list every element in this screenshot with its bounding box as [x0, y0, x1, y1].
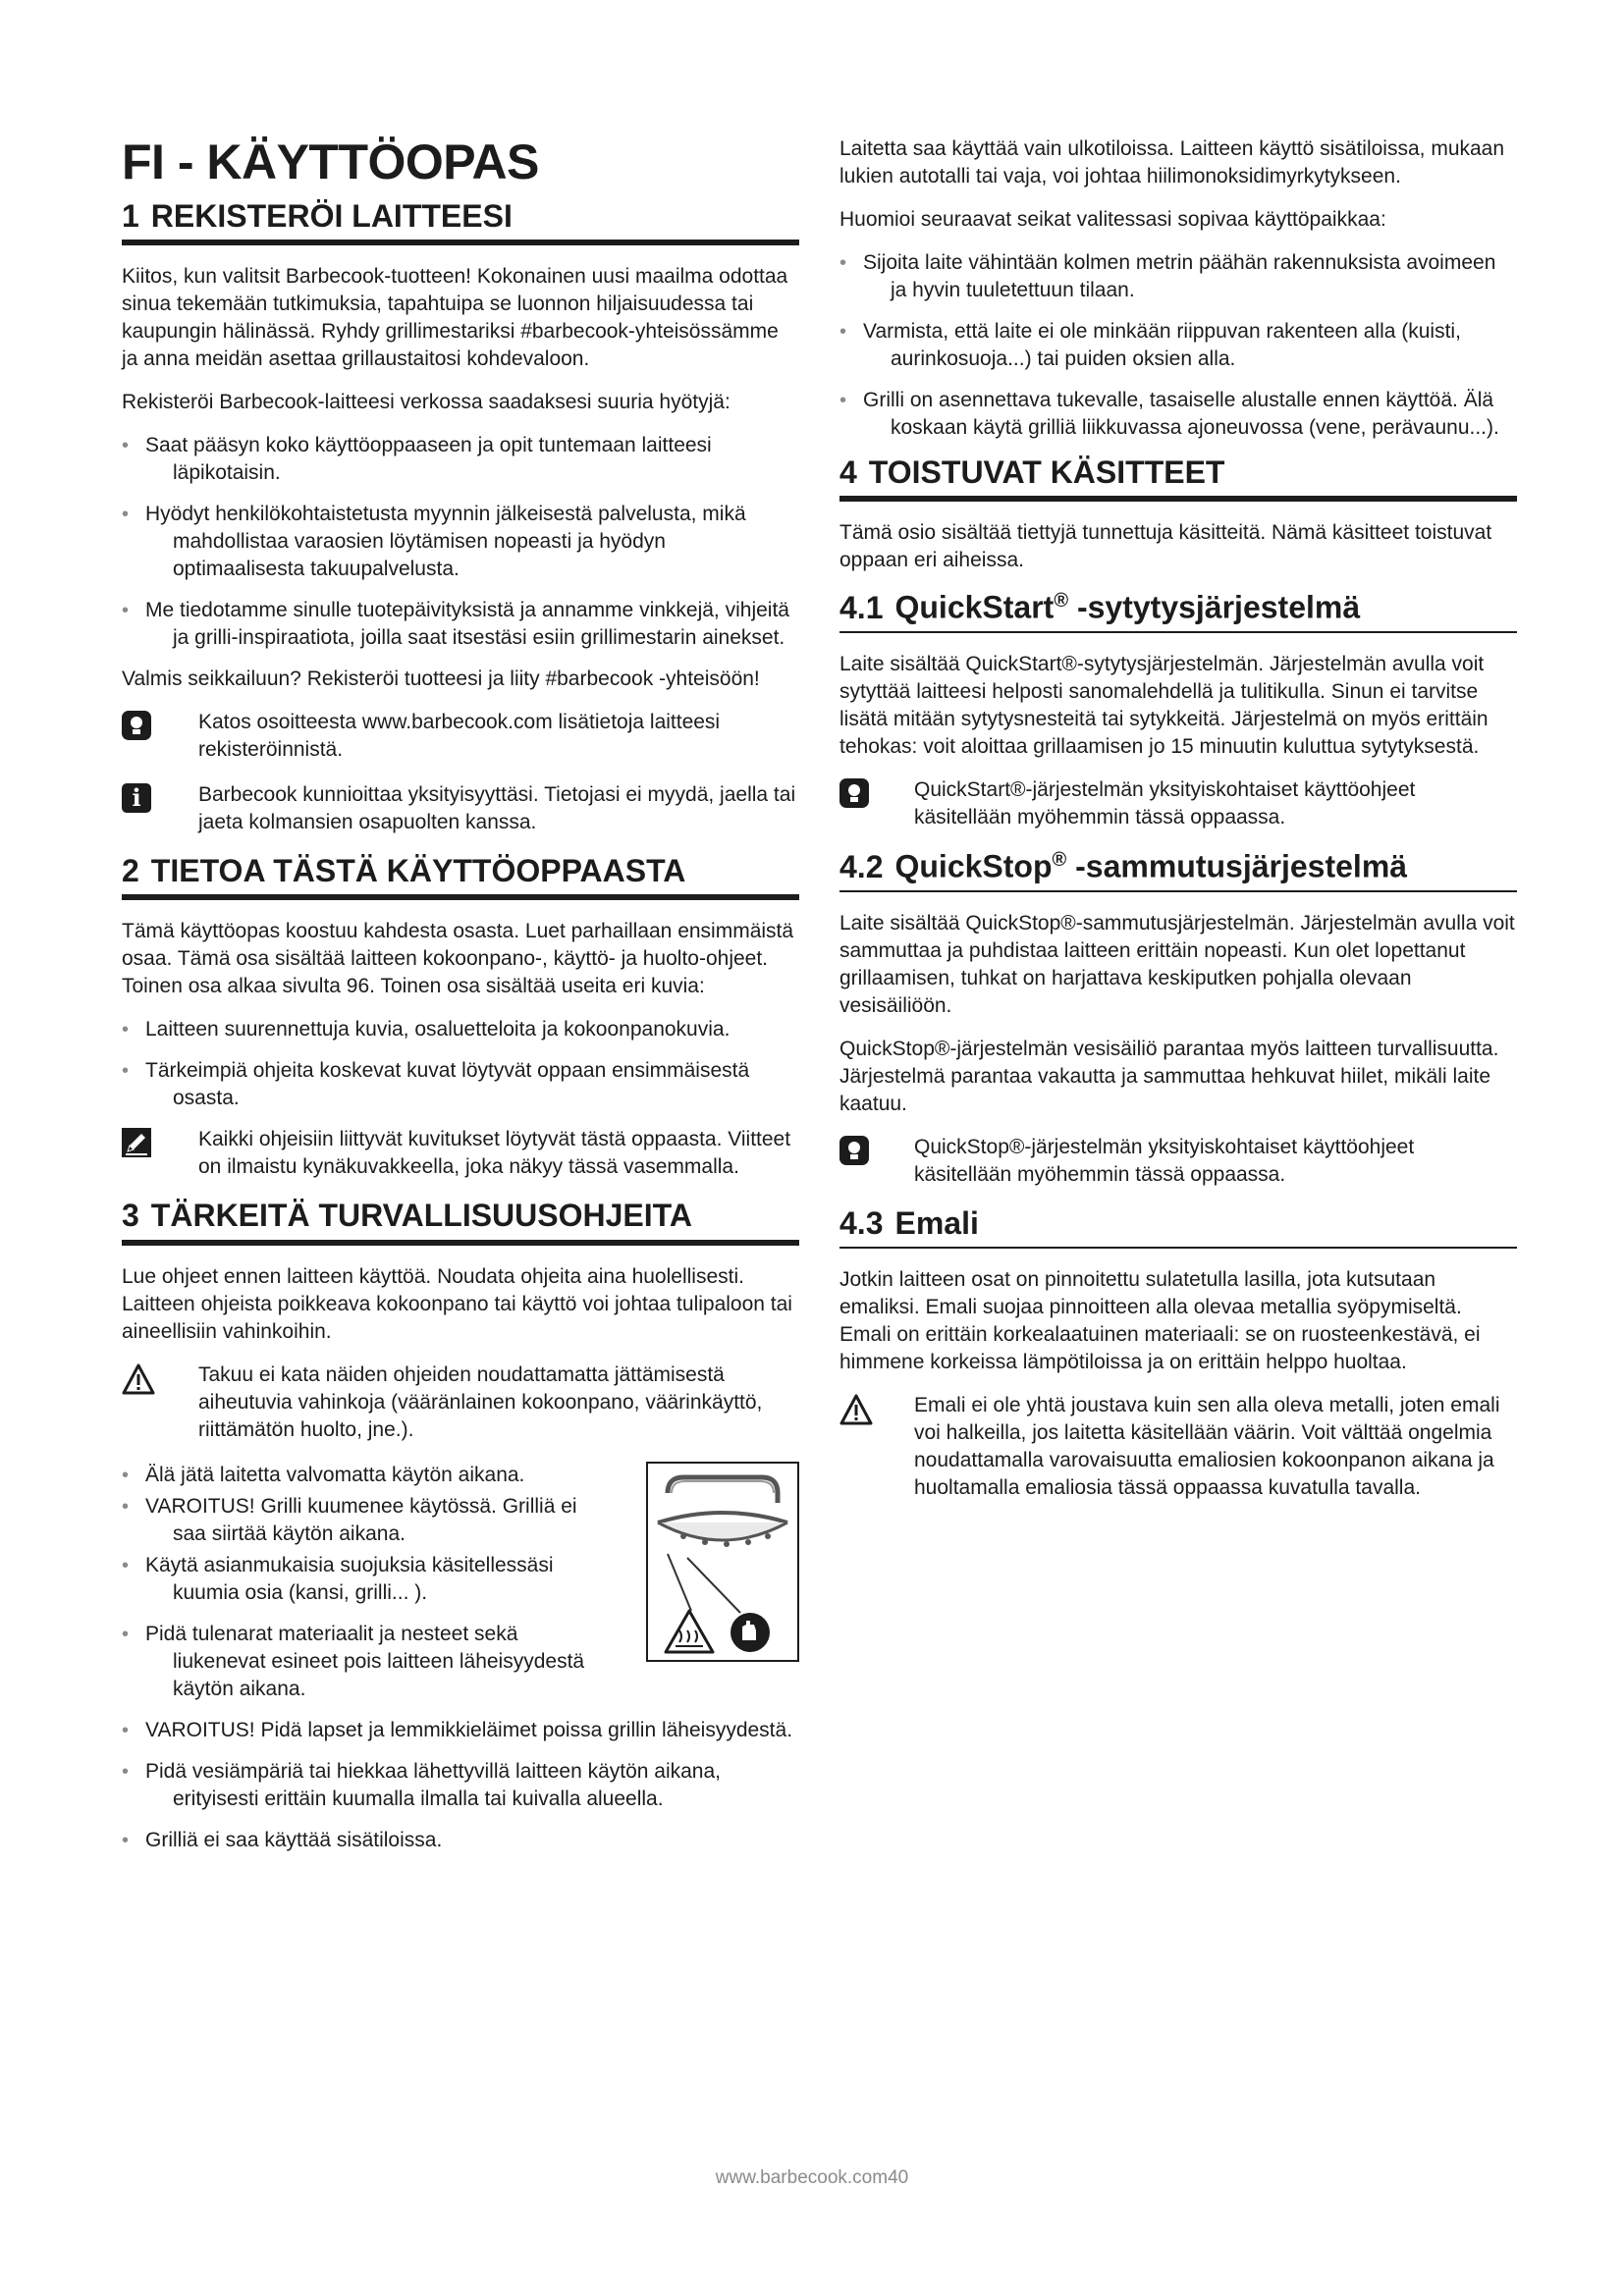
bullet-list	[122, 1717, 799, 1854]
list-item: • Laitteen suurennettuja kuvia, osaluetteloita ja kokoonpanokuvia.	[122, 1016, 799, 1043]
section-4-2-heading	[839, 849, 1517, 892]
section-title: TIETOA TÄSTÄ KÄYTTÖOPPAASTA	[150, 853, 686, 889]
bullet-list	[122, 432, 799, 652]
list-item: • Älä jätä laitetta valvomatta käytön aikana.	[122, 1462, 603, 1489]
paragraph: Laitetta saa käyttää vain ulkotiloissa. Laitteen käyttö sisätiloissa, mukaan lukien autotalli tai vaja, voi johtaa hiilimonoksidimyrkytykseen.	[839, 137, 1505, 187]
section-title-suffix: -sammutusjärjestelmä	[1066, 848, 1408, 884]
page-footer: www.barbecook.com40	[715, 2167, 909, 2188]
section-title: REKISTERÖI LAITTEESI	[150, 198, 513, 234]
list-item: • Grilliä ei saa käyttää sisätiloissa.	[122, 1827, 799, 1854]
section-4-1-heading	[839, 590, 1517, 633]
section-number: 4.3	[839, 1204, 884, 1241]
registered-mark: ®	[1054, 590, 1069, 613]
list-item: • Varmista, että laite ei ole minkään riippuvan rakenteen alla (kuisti, aurinkosuoja...) tai puiden oksien alla.	[839, 318, 1517, 373]
paragraph: Laite sisältää QuickStop®-sammutusjärjestelmän. Järjestelmän avulla voit sammuttaa ja puhdistaa laitteen erittäin nopeasti. Kun olet lopettanut grillaamisen, tuhkat on harjattava keskiputken pohjalla olevaan vesisäiliöön.	[839, 911, 1515, 1017]
note-text: Emali ei ole yhtä joustava kuin sen alla oleva metalli, joten emali voi halkeilla, jos laitetta käsitellään väärin. Voit välttää ongelmia noudattamalla varovaisuutta emaliosien kokoonpanon aikana ja huoltamalla emaliosia tässä oppaassa kuvatulla tavalla.	[914, 1394, 1500, 1500]
list-item: • Pidä vesiämpäriä tai hiekkaa lähettyvillä laitteen käytön aikana, erityisesti erittäin kuumalla ilmalla tai kuivalla alueella.	[122, 1758, 799, 1813]
pencil-note	[122, 1126, 799, 1181]
warning-icon	[839, 1394, 873, 1427]
section-number: 4.2	[839, 848, 884, 884]
page-title: FI - KÄYTTÖOPAS	[122, 134, 539, 189]
section-title: Emali	[894, 1204, 979, 1241]
warning-note	[839, 1392, 1517, 1502]
paragraph: Lue ohjeet ennen laitteen käyttöä. Noudata ohjeita aina huolellisesti. Laitteen ohjeista poikkeava kokoonpano tai käyttö voi johtaa tulipaloon tai aineellisiin vahinkoihin.	[122, 1264, 792, 1343]
list-item: • VAROITUS! Grilli kuumenee käytössä. Grilliä ei saa siirtää käytön aikana.	[122, 1493, 603, 1548]
left-column	[122, 135, 799, 1868]
info-icon	[122, 783, 155, 817]
tip-note	[839, 776, 1517, 831]
warning-icon	[122, 1363, 155, 1397]
paragraph: Jotkin laitteen osat on pinnoitettu sulatetulla lasilla, jota kutsutaan emaliksi. Emali suojaa pinnoitteen alla olevaa metallia syöpymiseltä. Emali on erittäin korkealaatuinen materiaali: se on ruosteenkestävä, ei himmene korkeissa lämpötiloissa ja on erittäin helppo huoltaa.	[839, 1268, 1481, 1374]
list-item: • Pidä tulenarat materiaalit ja nesteet sekä liukenevat esineet pois laitteen läheisyydestä käytön aikana.	[122, 1621, 603, 1703]
info-glyph: i	[122, 783, 151, 813]
bullet-list	[122, 1016, 799, 1112]
list-item: • Me tiedotamme sinulle tuotepäivityksistä ja annamme vinkkejä, vihjeitä ja grilli-inspiraatiota, joilla saat itsestäsi esiin grillimestarin ainekset.	[122, 597, 799, 652]
list-item: • Grilli on asennettava tukevalle, tasaiselle alustalle ennen käyttöä. Älä koskaan käytä grilliä liikkuvassa ajoneuvossa (vene, perävaunu...).	[839, 387, 1517, 442]
paragraph: Kiitos, kun valitsit Barbecook-tuotteen! Kokonainen uusi maailma odottaa sinua tekemään tutkimuksia, tapahtuipa se luonnon hiljaisuudessa tai kaupungin hälinässä. Ryhdy grillimestariksi #barbecook-yhteisössämme ja anna meidän asettaa grillaustaitosi kohdevaloon.	[122, 265, 788, 371]
hot-surface-figure	[646, 1462, 799, 1662]
section-title: QuickStop	[894, 848, 1053, 884]
section-number: 2	[122, 853, 139, 889]
section-number: 4.1	[839, 589, 884, 625]
right-column	[839, 135, 1517, 1520]
tip-note	[839, 1134, 1517, 1189]
section-3-heading	[122, 1199, 799, 1245]
paragraph: Tämä käyttöopas koostuu kahdesta osasta. Luet parhaillaan ensimmäistä osaa. Tämä osa sisältää laitteen kokoonpano-, käyttö- ja huolto-ohjeet. Toinen osa alkaa sivulta 96. Toinen osa sisältää useita eri kuvia:	[122, 920, 794, 998]
section-title: QuickStart	[894, 589, 1055, 625]
bullet-list	[839, 249, 1517, 442]
note-text: Katos osoitteesta www.barbecook.com lisätietoja laitteesi rekisteröinnistä.	[198, 711, 721, 762]
section-number: 4	[839, 454, 857, 490]
section-2-heading	[122, 854, 799, 900]
info-note	[122, 781, 799, 836]
section-title: TOISTUVAT KÄSITTEET	[868, 454, 1225, 490]
section-title: TÄRKEITÄ TURVALLISUUSOHJEITA	[150, 1198, 692, 1234]
paragraph: Laite sisältää QuickStart®-sytytysjärjestelmän. Järjestelmän avulla voit sytyttää laitteesi helposti sanomalehdellä ja tulitikulla. Sinun ei tarvitse lisätä mitään sytytysnesteitä tai sytykkeitä. Järjestelmä on myös erittäin tehokas: voit aloittaa grillaamisen jo 15 minuutin kuluttua sytytyksestä.	[839, 653, 1489, 759]
section-number: 1	[122, 198, 139, 234]
section-number: 3	[122, 1198, 139, 1234]
paragraph: Valmis seikkailuun? Rekisteröi tuotteesi ja liity #barbecook -yhteisöön!	[122, 667, 760, 691]
section-1-heading	[122, 199, 799, 245]
section-4-heading	[839, 455, 1517, 502]
note-text: Barbecook kunnioittaa yksityisyyttäsi. Tietojasi ei myydä, jaella tai jaeta kolmansien osapuolten kanssa.	[198, 783, 796, 834]
list-item: • Hyödyt henkilökohtaistetusta myynnin jälkeisestä palvelusta, mikä mahdollistaa varaosien löytämisen nopeasti ja hyödyn optimaalisesta takuupalvelusta.	[122, 501, 799, 583]
warning-note	[122, 1362, 799, 1444]
paragraph: Tämä osio sisältää tiettyjä tunnettuja käsitteitä. Nämä käsitteet toistuvat oppaan eri aiheissa.	[839, 521, 1492, 572]
paragraph: Rekisteröi Barbecook-laitteesi verkossa saadaksesi suuria hyötyjä:	[122, 391, 731, 414]
pencil-icon	[122, 1128, 155, 1161]
safety-list-with-figure	[122, 1462, 799, 1703]
list-item: • Saat pääsyn koko käyttöoppaaseen ja opit tuntemaan laitteesi läpikotaisin.	[122, 432, 799, 487]
lightbulb-icon	[122, 711, 155, 744]
note-text: QuickStop®-järjestelmän yksityiskohtaiset käyttöohjeet käsitellään myöhemmin tässä oppaassa.	[914, 1135, 1415, 1186]
note-text: QuickStart®-järjestelmän yksityiskohtaiset käyttöohjeet käsitellään myöhemmin tässä oppaassa.	[914, 778, 1416, 829]
list-item: • Tärkeimpiä ohjeita koskevat kuvat löytyvät oppaan ensimmäisestä osasta.	[122, 1057, 799, 1112]
lightbulb-icon	[839, 778, 873, 812]
paragraph: Huomioi seuraavat seikat valitessasi sopivaa käyttöpaikkaa:	[839, 208, 1386, 231]
note-text: Kaikki ohjeisiin liittyvät kuvitukset löytyvät tästä oppaasta. Viitteet on ilmaistu kynäkuvakkeella, joka näkyy tässä vasemmalla.	[198, 1128, 791, 1179]
registered-mark: ®	[1052, 849, 1067, 872]
lightbulb-icon	[839, 1136, 873, 1169]
note-text: Takuu ei kata näiden ohjeiden noudattamatta jättämisestä aiheutuvia vahinkoja (vääränlainen kokoonpano, väärinkäyttö, riittämätön huolto, jne.).	[198, 1362, 763, 1441]
section-title-suffix: -sytytysjärjestelmä	[1068, 589, 1361, 625]
list-item: • VAROITUS! Pidä lapset ja lemmikkieläimet poissa grillin läheisyydestä.	[122, 1717, 799, 1744]
paragraph: QuickStop®-järjestelmän vesisäiliö parantaa myös laitteen turvallisuutta. Järjestelmä parantaa vakautta ja sammuttaa hehkuvat hiilet, mikäli laite kaatuu.	[839, 1037, 1499, 1115]
list-item: • Käytä asianmukaisia suojuksia käsitellessäsi kuumia osia (kansi, grilli... ).	[122, 1552, 603, 1607]
list-item: • Sijoita laite vähintään kolmen metrin päähän rakennuksista avoimeen ja hyvin tuuletettuun tilaan.	[839, 249, 1517, 304]
tip-note	[122, 709, 799, 764]
section-4-3-heading	[839, 1206, 1517, 1249]
